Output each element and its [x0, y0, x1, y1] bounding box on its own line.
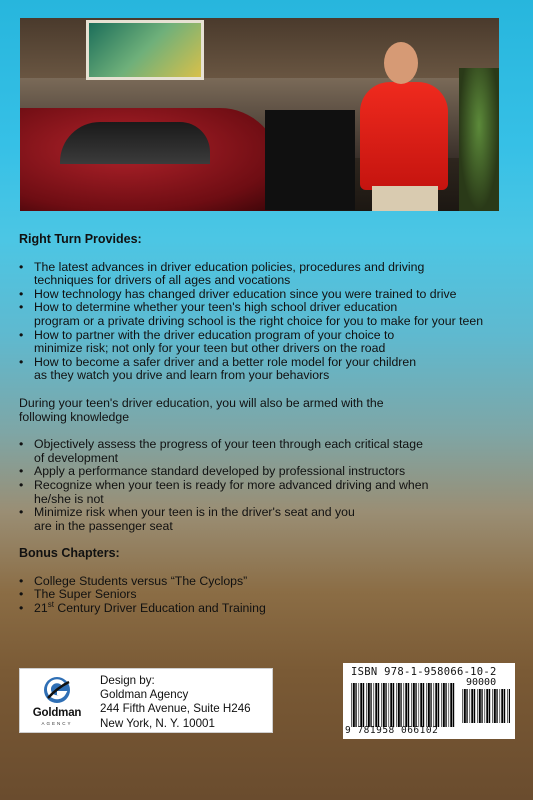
photo-plant: [459, 68, 499, 211]
design-address-line2: New York, N. Y. 10001: [100, 716, 215, 730]
back-cover-text: [19, 233, 519, 616]
logo-wordmark: Goldman: [32, 707, 82, 719]
price-code: 90000: [466, 677, 497, 688]
author-pants: [372, 186, 438, 211]
author-shirt: [360, 82, 448, 190]
photo-author: [342, 42, 462, 211]
designer-credit: [19, 668, 273, 733]
bonus-list: [19, 575, 519, 616]
knowledge-list: [19, 438, 519, 533]
provides-item: • How to become a safer driver and a better role model for your children as they watch you drive and learn from your behaviors: [19, 356, 519, 383]
bonus-item: • 21st Century Driver Education and Training: [19, 602, 519, 616]
provides-item: • How to partner with the driver education program of your choice to minimize risk; not only for your teen but other drivers on the road: [19, 329, 519, 356]
photo-aquarium-sign: [86, 20, 204, 80]
knowledge-item: • Recognize when your teen is ready for more advanced driving and when he/she is not: [19, 479, 519, 506]
provides-item: • How to determine whether your teen's high school driver education program or a private driving school is the right choice for you to make for your teen: [19, 301, 519, 328]
knowledge-item: • Objectively assess the progress of your teen through each critical stage of development: [19, 438, 519, 465]
bonus-heading: Bonus Chapters:: [19, 546, 120, 561]
designer-text: [100, 674, 251, 731]
barcode-bars: [351, 683, 455, 727]
isbn-text: ISBN 978-1-958066-10-2: [351, 666, 497, 678]
goldman-g-icon: [42, 674, 72, 706]
goldman-logo: [26, 674, 88, 730]
author-head: [384, 42, 418, 84]
design-company: Goldman Agency: [100, 688, 189, 702]
provides-item: • The latest advances in driver education policies, procedures and driving techniques for drivers of all ages and vocations: [19, 261, 519, 288]
cover-photo: [20, 18, 499, 211]
barcode-digits: 9 781958 066102: [345, 725, 439, 736]
bonus-item: • The Super Seniors: [19, 588, 519, 602]
bonus-item: • College Students versus “The Cyclops”: [19, 575, 519, 589]
design-address-line1: 244 Fifth Avenue, Suite H246: [100, 702, 251, 716]
photo-car-window: [60, 122, 210, 164]
price-barcode-bars: [462, 689, 510, 723]
knowledge-intro: During your teen's driver education, you will also be armed with the following knowledge: [19, 395, 384, 424]
knowledge-item: • Apply a performance standard developed by professional instructors: [19, 465, 519, 479]
knowledge-item: • Minimize risk when your teen is in the driver's seat and you are in the passenger seat: [19, 506, 519, 533]
provides-item: • How technology has changed driver education since you were trained to drive: [19, 288, 519, 302]
isbn-barcode: [343, 663, 515, 739]
logo-subtext: AGENCY: [41, 721, 73, 726]
design-label: Design by:: [100, 674, 155, 687]
provides-heading: Right Turn Provides:: [19, 232, 142, 246]
provides-list: [19, 261, 519, 383]
